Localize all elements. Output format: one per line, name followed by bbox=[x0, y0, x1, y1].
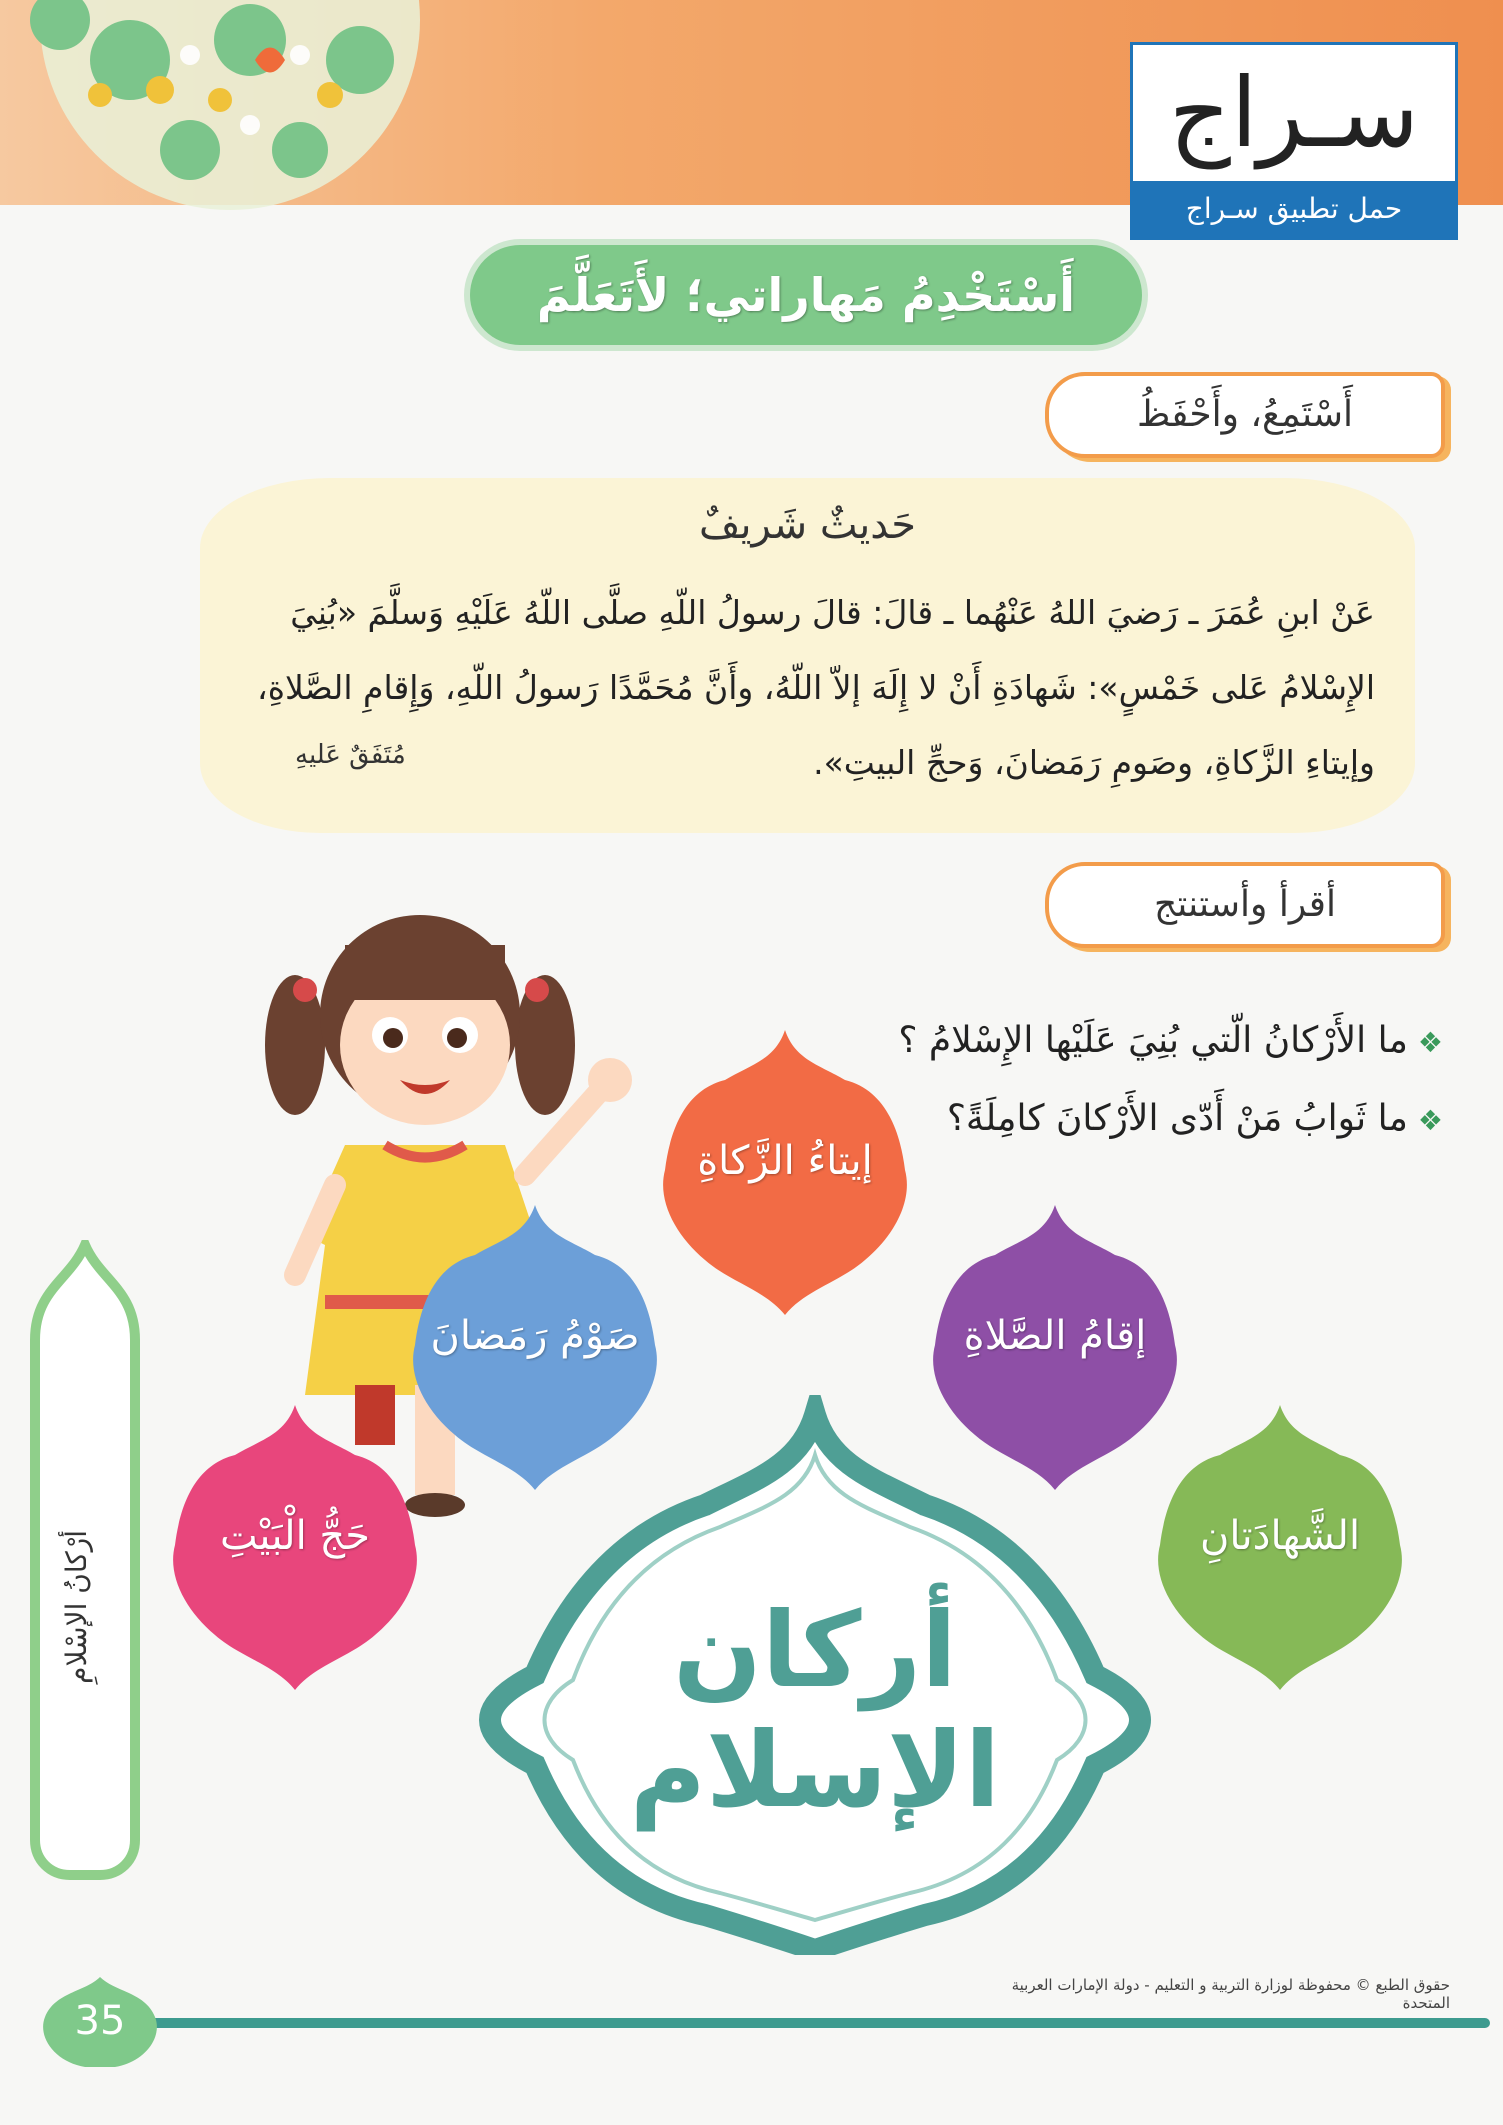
side-tab-label: أرْكانُ الإسْلامِ bbox=[60, 1530, 93, 1684]
lesson-title-pill bbox=[470, 245, 1142, 345]
logo-word: سـراج bbox=[1168, 57, 1420, 169]
logo-tagline: حمل تطبيق سـراج bbox=[1133, 181, 1455, 237]
page-number-badge bbox=[35, 1972, 165, 2072]
section-listen-memorize bbox=[1045, 372, 1445, 458]
hadith-title: حَديثٌ شَريفٌ bbox=[699, 502, 916, 548]
section-listen-label: أَسْتَمِعُ، وأَحْفَظُ bbox=[1136, 394, 1354, 435]
footer-divider bbox=[150, 2018, 1490, 2028]
side-tab-label-box bbox=[60, 1530, 110, 1830]
siraj-logo[interactable] bbox=[1130, 42, 1458, 240]
hadith-line-2: الإِسْلامُ عَلى خَمْسٍ»: شَهادَةِ أَنْ لا إِلَهَ إلاّ اللّهُ، وأَنَّ مُحَمَّدًا رَسولُ اللّهِ، وَإِقامِ الصَّلاةِ، bbox=[257, 668, 1375, 707]
pillar-zakat-label: إيتاءُ الزَّكاةِ bbox=[697, 1138, 873, 1184]
question-1 bbox=[898, 1020, 1443, 1061]
question-2-text: ما ثَوابُ مَنْ أَدّى الأَرْكانَ كامِلَةً؟ bbox=[946, 1098, 1408, 1139]
hadith-line-3: وإيتاءِ الزَّكاةِ، وصَومِ رَمَضانَ، وَحجِّ البيتِ». bbox=[813, 743, 1375, 782]
pillar-hajj-label: حَجُّ الْبَيْتِ bbox=[220, 1513, 370, 1559]
frame-title: أركان الإسلام bbox=[629, 1589, 1001, 1831]
question-2 bbox=[947, 1098, 1443, 1139]
page-number: 35 bbox=[74, 1998, 126, 2044]
copyright-notice: حقوق الطبع © محفوظة لوزارة التربية و التعليم - دولة الإمارات العربية المتحدة bbox=[1011, 1976, 1450, 2012]
bullet-icon: ❖ bbox=[1417, 1104, 1443, 1137]
pillar-salat-label: إقامُ الصَّلاةِ bbox=[963, 1313, 1147, 1359]
pillar-zakat bbox=[645, 1020, 925, 1320]
hadith-source: مُتَفَقٌ عَليهِ bbox=[295, 740, 406, 770]
lesson-title: أَسْتَخْدِمُ مَهاراتي؛ لأَتَعَلَّمَ bbox=[536, 268, 1076, 322]
question-1-text: ما الأَرْكانُ الّتي بُنِيَ عَلَيْها الإِسْلامُ ؟ bbox=[898, 1020, 1408, 1061]
section-read-infer bbox=[1045, 862, 1445, 948]
hadith-card bbox=[200, 478, 1415, 833]
pillar-hajj bbox=[155, 1395, 435, 1695]
pillar-sawm-label: صَوْمُ رَمَضانَ bbox=[430, 1313, 640, 1359]
pillar-shahadatan-label: الشَّهادَتانِ bbox=[1199, 1513, 1361, 1559]
section-read-label: أقرأ وأستنتج bbox=[1154, 884, 1336, 925]
bullet-icon: ❖ bbox=[1417, 1026, 1443, 1059]
pillar-shahadatan bbox=[1140, 1395, 1420, 1695]
islamic-ornament-icon bbox=[0, 0, 560, 220]
hadith-line-1: عَنْ ابنِ عُمَرَ ـ رَضيَ اللهُ عَنْهُما ـ قالَ: قالَ رسولُ اللّهِ صلَّى اللّهُ عَلَيْهِ وَسلَّمَ «بُنِيَ bbox=[290, 593, 1375, 632]
